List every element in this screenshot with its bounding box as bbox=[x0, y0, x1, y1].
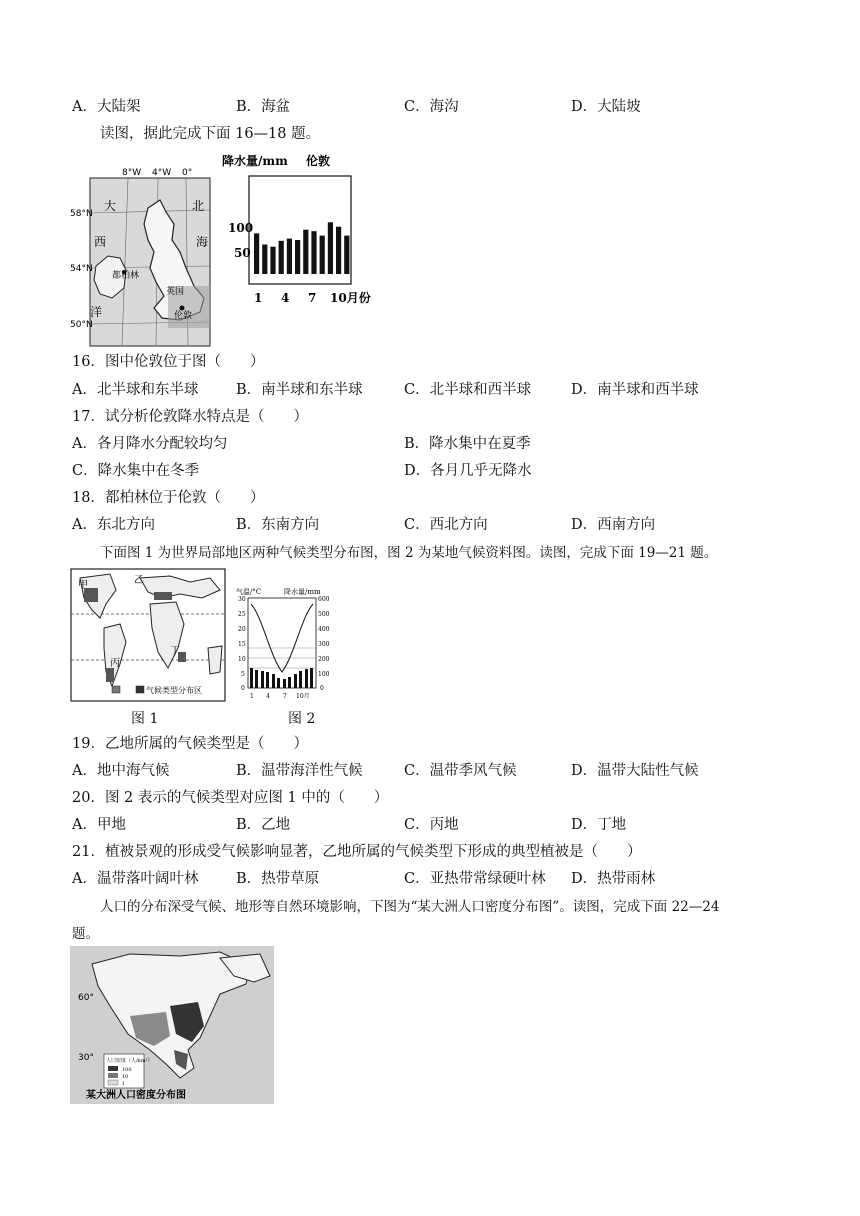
intro-16-18: 读图，据此完成下面 16—18 题。 bbox=[100, 126, 321, 142]
fig2-right-title: 降水量/mm bbox=[284, 588, 321, 596]
q18-option-d[interactable]: D．西南方向 bbox=[571, 517, 656, 533]
chart-xtick-10: 10月份 bbox=[330, 291, 371, 305]
precip-bar-month-11 bbox=[336, 227, 341, 274]
climate-distribution-map bbox=[70, 568, 226, 702]
precip-bar-month-6 bbox=[295, 240, 300, 274]
intro-19-21: 下面图 1 为世界局部地区两种气候类型分布图，图 2 为某地气候资料图。读图，完成下面 19—21 题。 bbox=[100, 545, 718, 561]
fig2-xtick-10: 10月 bbox=[296, 693, 310, 700]
map3-legend-10: 10 bbox=[122, 1074, 129, 1080]
q16-stem: 16．图中伦敦位于图（ ） bbox=[72, 354, 265, 370]
precip-bar-month-12 bbox=[344, 236, 349, 274]
fig2-xtick-7: 7 bbox=[283, 693, 287, 700]
chart-ytick-50: 50 bbox=[234, 246, 251, 260]
q17-option-c[interactable]: C．降水集中在冬季 bbox=[72, 463, 200, 479]
map3-legend-100: 100 bbox=[122, 1067, 132, 1073]
climate-data-chart bbox=[236, 586, 332, 702]
lon-label-8w: 8°W bbox=[122, 168, 142, 178]
chart-xtick-1: 1 bbox=[254, 291, 263, 305]
london-precip-chart-figure bbox=[218, 150, 382, 350]
q18-option-a[interactable]: A．东北方向 bbox=[72, 517, 155, 533]
q17-option-b[interactable]: B．降水集中在夏季 bbox=[404, 436, 531, 452]
map3-legend-title: 人口密度（人/km²） bbox=[106, 1058, 153, 1064]
q19-option-c[interactable]: C．温带季风气候 bbox=[404, 763, 517, 779]
fig2-xtick-4: 4 bbox=[266, 693, 270, 700]
fig2-ltick-10: 10 bbox=[238, 656, 246, 663]
q19-option-a[interactable]: A．地中海气候 bbox=[72, 763, 170, 779]
precip-bar-month-1 bbox=[254, 233, 259, 274]
chart-city-title: 伦敦 bbox=[306, 154, 331, 168]
lat-label-54n: 54°N bbox=[70, 264, 93, 274]
fig2-xtick-1: 1 bbox=[250, 693, 254, 700]
q15-option-a[interactable]: A．大陆架 bbox=[72, 99, 141, 115]
q20-stem: 20．图 2 表示的气候类型对应图 1 中的（ ） bbox=[72, 790, 389, 806]
map3-legend-1: 1 bbox=[122, 1081, 126, 1087]
q18-stem: 18．都柏林位于伦敦（ ） bbox=[72, 490, 265, 506]
population-map-figure bbox=[70, 946, 274, 1104]
chart-ytick-100: 100 bbox=[228, 221, 254, 235]
precip-bar-month-5 bbox=[287, 239, 292, 274]
fig2-ltick-5: 5 bbox=[241, 671, 245, 678]
precip-bar-month-9 bbox=[320, 236, 325, 274]
map3-caption: 某大洲人口密度分布图 bbox=[86, 1090, 186, 1101]
fig2-ltick-30: 30 bbox=[238, 596, 246, 603]
q16-option-d[interactable]: D．南半球和西半球 bbox=[571, 382, 699, 398]
map-label-hai: 海 bbox=[196, 235, 209, 249]
map-label-xi: 西 bbox=[94, 235, 107, 249]
fig1-label-jia: 甲 bbox=[78, 580, 88, 591]
lat-label-60: 60° bbox=[78, 993, 94, 1003]
fig2-rtick-600: 600 bbox=[318, 596, 330, 603]
fig1-legend: 气候类型分布区 bbox=[146, 686, 202, 695]
figure-2 bbox=[236, 586, 332, 702]
chart-xtick-7: 7 bbox=[308, 291, 317, 305]
q16-option-a[interactable]: A．北半球和东半球 bbox=[72, 382, 199, 398]
q20-option-c[interactable]: C．丙地 bbox=[404, 817, 459, 833]
fig2-ltick-15: 15 bbox=[238, 641, 246, 648]
map-label-dublin: 都柏林 bbox=[112, 271, 140, 281]
q17-stem: 17．试分析伦敦降水特点是（ ） bbox=[72, 409, 308, 425]
q15-option-c[interactable]: C．海沟 bbox=[404, 99, 459, 115]
chart-ylabel: 降水量/mm bbox=[222, 154, 288, 168]
intro-22-24-line2: 题。 bbox=[72, 926, 99, 942]
lon-label-0: 0° bbox=[182, 168, 193, 178]
fig2-caption: 图 2 bbox=[288, 711, 316, 727]
fig1-label-ding: 丁 bbox=[170, 646, 180, 657]
map-label-da: 大 bbox=[104, 199, 117, 213]
map-label-bei: 北 bbox=[192, 199, 205, 213]
fig1-caption: 图 1 bbox=[131, 711, 159, 727]
fig2-rtick-0: 0 bbox=[320, 685, 324, 692]
lon-label-4w: 4°W bbox=[152, 168, 172, 178]
fig2-rtick-200: 200 bbox=[318, 656, 330, 663]
map-label-london: 伦敦 bbox=[174, 311, 193, 321]
q20-option-d[interactable]: D．丁地 bbox=[571, 817, 627, 833]
q18-option-b[interactable]: B．东南方向 bbox=[236, 517, 320, 533]
q19-stem: 19．乙地所属的气候类型是（ ） bbox=[72, 736, 308, 752]
map-label-yang: 洋 bbox=[90, 305, 103, 319]
map-label-uk: 英国 bbox=[166, 287, 185, 297]
precip-bar-month-4 bbox=[279, 241, 284, 274]
fig2-left-title: 气温/°C bbox=[236, 588, 262, 596]
q21-option-b[interactable]: B．热带草原 bbox=[236, 871, 320, 887]
q19-option-d[interactable]: D．温带大陆性气候 bbox=[571, 763, 699, 779]
fig2-rtick-100: 100 bbox=[318, 671, 330, 678]
chart-bars bbox=[254, 222, 349, 274]
q16-option-c[interactable]: C．北半球和西半球 bbox=[404, 382, 532, 398]
q16-option-b[interactable]: B．南半球和东半球 bbox=[236, 382, 363, 398]
q15-option-b[interactable]: B．海盆 bbox=[236, 99, 291, 115]
fig2-ltick-0: 0 bbox=[241, 685, 245, 692]
fig1-label-bing: 丙 bbox=[110, 658, 120, 669]
fig2-ltick-20: 20 bbox=[238, 626, 246, 633]
fig2-rtick-400: 400 bbox=[318, 626, 330, 633]
precip-bar-month-2 bbox=[262, 245, 267, 275]
q21-option-a[interactable]: A．温带落叶阔叶林 bbox=[72, 871, 199, 887]
lat-label-50n: 50°N bbox=[70, 320, 93, 330]
q21-option-c[interactable]: C．亚热带常绿硬叶林 bbox=[404, 871, 546, 887]
fig2-ltick-25: 25 bbox=[238, 611, 246, 618]
precip-bar-month-3 bbox=[270, 247, 275, 274]
q21-stem: 21．植被景观的形成受气候影响显著，乙地所属的气候类型下形成的典型植被是（ ） bbox=[72, 844, 642, 860]
q18-option-c[interactable]: C．西北方向 bbox=[404, 517, 488, 533]
precip-bar-month-8 bbox=[311, 231, 316, 274]
precip-bar-month-10 bbox=[328, 222, 333, 274]
fig2-rtick-300: 300 bbox=[318, 641, 330, 648]
q17-option-a[interactable]: A．各月降水分配较均匀 bbox=[72, 436, 228, 452]
q21-option-d[interactable]: D．热带雨林 bbox=[571, 871, 656, 887]
fig1-label-yi: 乙 bbox=[134, 575, 144, 586]
fig2-rtick-500: 500 bbox=[318, 611, 330, 618]
figure-1 bbox=[70, 568, 226, 702]
lat-label-58n: 58°N bbox=[70, 209, 93, 219]
chart-xtick-4: 4 bbox=[281, 291, 290, 305]
london-precip-chart bbox=[218, 150, 382, 350]
lat-label-30: 30° bbox=[78, 1053, 94, 1063]
q17-option-d[interactable]: D．各月几乎无降水 bbox=[404, 463, 532, 479]
precip-bar-month-7 bbox=[303, 230, 308, 274]
intro-22-24-line1: 人口的分布深受气候、地形等自然环境影响，下图为“某大洲人口密度分布图”。读图，完成下面 22—24 bbox=[100, 899, 720, 915]
q20-option-b[interactable]: B．乙地 bbox=[236, 817, 291, 833]
q15-option-d[interactable]: D．大陆坡 bbox=[571, 99, 641, 115]
population-density-map bbox=[70, 946, 274, 1104]
q20-option-a[interactable]: A．甲地 bbox=[72, 817, 126, 833]
q19-option-b[interactable]: B．温带海洋性气候 bbox=[236, 763, 363, 779]
